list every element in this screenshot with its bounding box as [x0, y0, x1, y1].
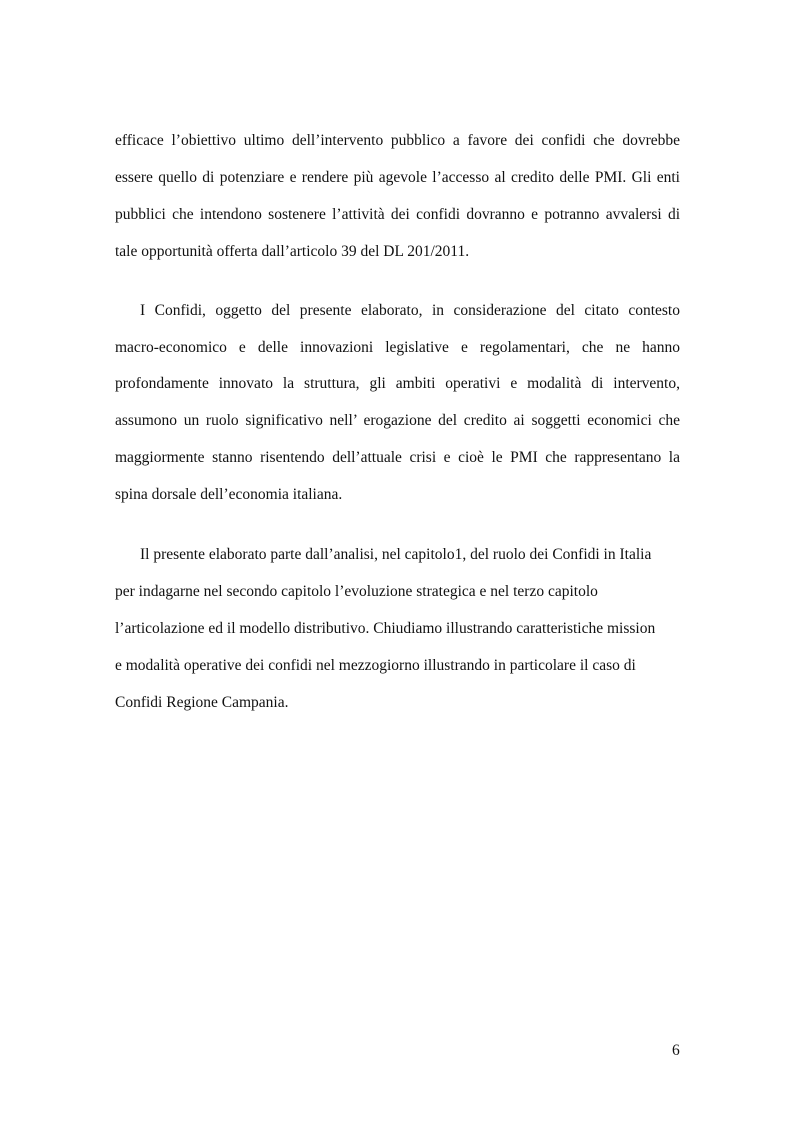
paragraph-line: pubblici che intendono sostenere l’attività dei confidi dovranno e potranno avvalersi di [115, 206, 680, 223]
paragraph-line: assumono un ruolo significativo nell’ erogazione del credito ai soggetti economici che [115, 412, 680, 429]
paragraph-line: l’articolazione ed il modello distributivo. Chiudiamo illustrando caratteristiche mission [115, 620, 656, 637]
paragraph-line: profondamente innovato la struttura, gli ambiti operativi e modalità di intervento, [115, 375, 680, 392]
paragraph-line: macro-economico e delle innovazioni legislative e regolamentari, che ne hanno [115, 339, 680, 356]
paragraph-line: maggiormente stanno risentendo dell’attuale crisi e cioè le PMI che rappresentano la [115, 449, 680, 466]
paragraph-line: spina dorsale dell’economia italiana. [115, 486, 343, 503]
paragraph-line: tale opportunità offerta dall’articolo 39 del DL 201/2011. [115, 243, 470, 260]
paragraph-line: per indagarne nel secondo capitolo l’evoluzione strategica e nel terzo capitolo [115, 583, 598, 600]
paragraph-line: I Confidi, oggetto del presente elaborato, in considerazione del citato contesto [140, 302, 680, 319]
page-number: 6 [672, 1042, 680, 1059]
paragraph-line: Il presente elaborato parte dall’analisi, nel capitolo1, del ruolo dei Confidi in Italia [140, 546, 652, 563]
paragraph-line: efficace l’obiettivo ultimo dell’intervento pubblico a favore dei confidi che dovrebbe [115, 132, 680, 149]
paragraph-line: Confidi Regione Campania. [115, 694, 289, 711]
paragraph-line: essere quello di potenziare e rendere più agevole l’accesso al credito delle PMI. Gli enti [115, 169, 680, 186]
paragraph-line: e modalità operative dei confidi nel mezzogiorno illustrando in particolare il caso di [115, 657, 636, 674]
